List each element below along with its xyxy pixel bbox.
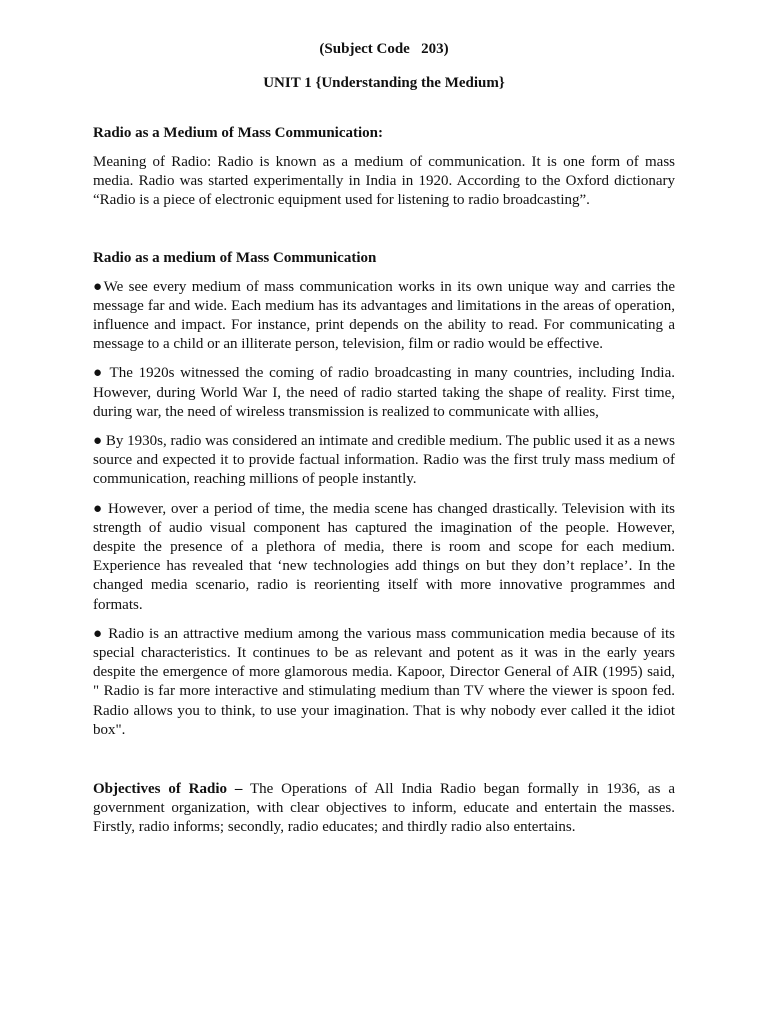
spacer	[93, 221, 675, 249]
unit-title: UNIT 1 {Understanding the Medium}	[263, 75, 505, 91]
objectives-paragraph	[93, 780, 675, 838]
bullet-paragraph-4: ● However, over a period of time, the media scene has changed drastically. Television with its strength of audio visual component has captured the imagination of the people. However, despite the presence of a plethora of media, there is room and scope for each medium. Experience has revealed that ‘new technologies add things on but they don’t replace’. In the changed media scenario, radio is reorienting itself with more innovative programmes and formats.	[93, 500, 675, 613]
objectives-body: The Operations of All India Radio began formally in 1936, as a government organization, with clear objectives to inform, educate and entertain the masses. Firstly, radio informs; secondly, radio educates; and thirdly radio also entertains.	[93, 781, 675, 836]
bullet-paragraph-1: ●We see every medium of mass communication works in its own unique way and carries the message far and wide. Each medium has its advantages and limitations in the areas of operation, influence and impact. For instance, print depends on the ability to read. For communicating a message to a child or an illiterate person, television, film or radio would be effective.	[93, 278, 675, 353]
section-heading-mass-communication: Radio as a medium of Mass Communication	[93, 249, 377, 266]
meaning-of-radio-paragraph: Meaning of Radio: Radio is known as a medium of communication. It is one form of mass media. Radio was started experimentally in India in 1920. According to the Oxford dictionary “Radio is a piece of electronic equipment used for listening to radio broadcasting”.	[93, 154, 675, 209]
bullet-paragraph-5: ● Radio is an attractive medium among the various mass communication media because of its special characteristics. It continues to be as relevant and potent as it was in the early years despite the emergence of more glamorous media. Kapoor, Director General of AIR (1995) said, " Radio is far more interactive and stimulating medium than TV where the viewer is spoon fed. Radio allows you to think, to use your imagination. That is why nobody ever called it the idiot box".	[93, 625, 675, 738]
bullet-paragraph-3: ● By 1930s, radio was considered an intimate and credible medium. The public used it as a news source and expected it to provide factual information. Radio was the first truly mass medium of communication, reaching millions of people instantly.	[93, 433, 675, 488]
subject-code: (Subject Code 203)	[319, 41, 449, 57]
bullet-paragraph-2: ● The 1920s witnessed the coming of radio broadcasting in many countries, including India. However, during World War I, the need of radio started taking the shape of reality. First time, during war, the need of wireless transmission is realized to communicate with allies,	[93, 365, 675, 420]
spacer	[93, 750, 675, 780]
objectives-lead: Objectives of Radio –	[93, 781, 243, 798]
section-heading-radio-medium: Radio as a Medium of Mass Communication:	[93, 125, 384, 141]
